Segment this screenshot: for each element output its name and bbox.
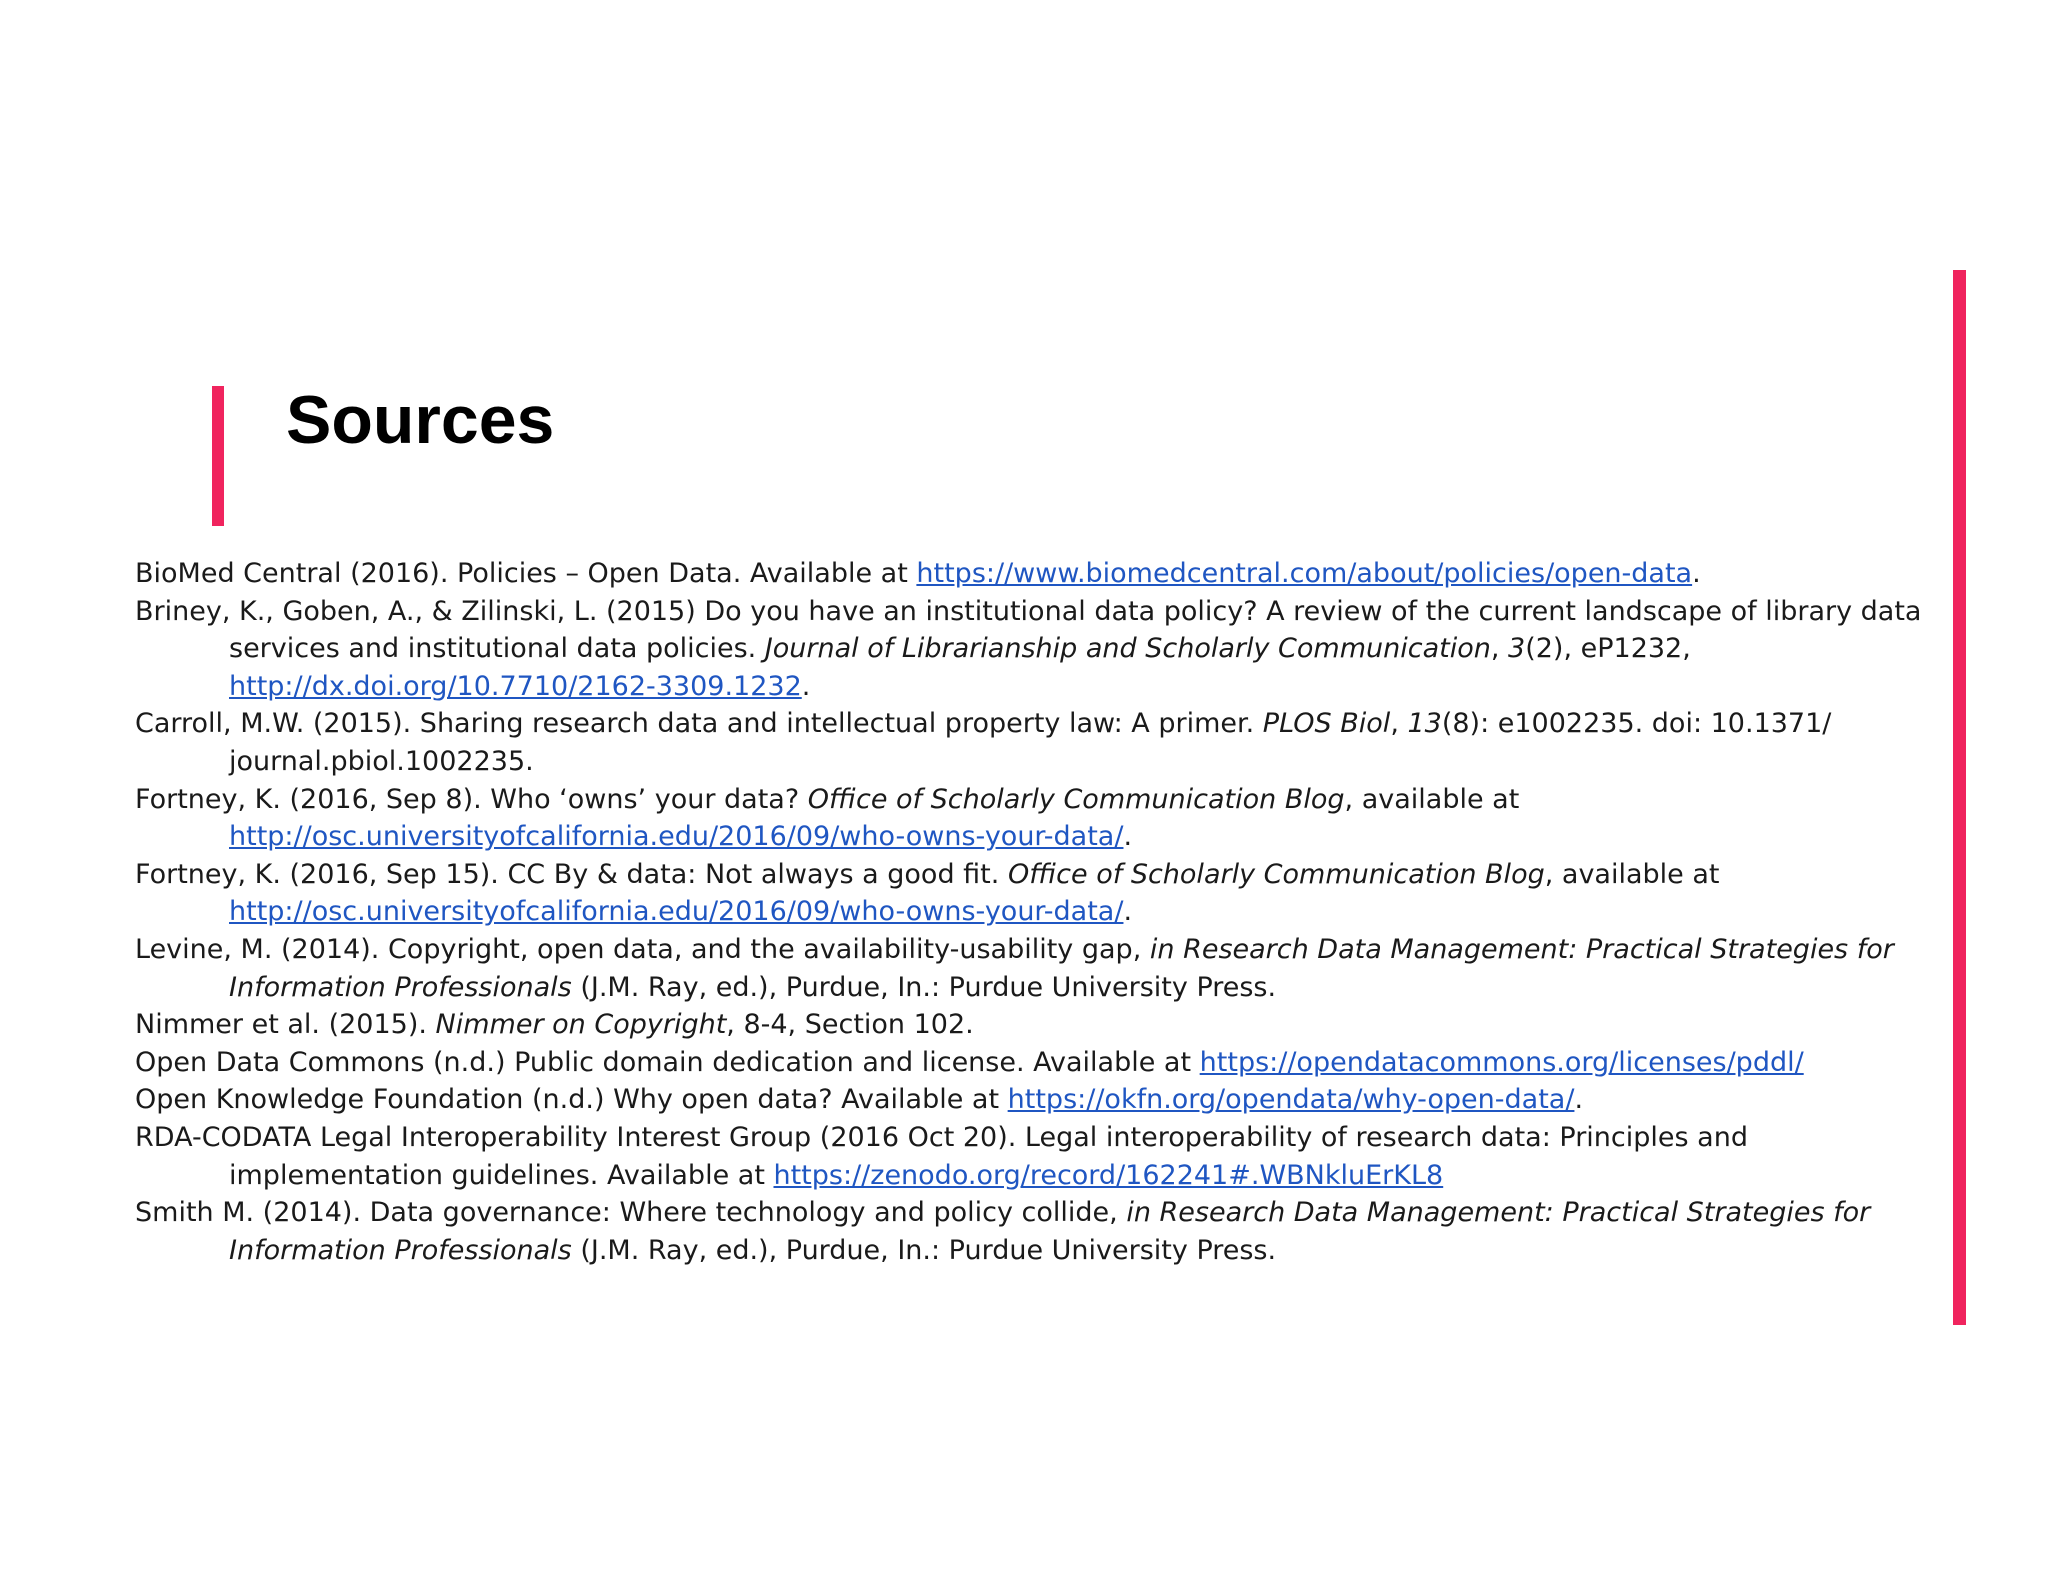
reference-text: Nimmer et al. (2015). <box>135 1009 436 1041</box>
reference-item <box>135 856 1935 931</box>
reference-text: Open Knowledge Foundation (n.d.) Why open data? Available at <box>135 1084 1008 1116</box>
reference-text: , available at <box>1344 783 1520 815</box>
reference-italic-text: in Research Data Management: Practical Strategies for Information Professionals <box>229 1197 1871 1266</box>
reference-text: Open Data Commons (n.d.) Public domain dedication and license. Available at <box>135 1046 1200 1078</box>
reference-text: . <box>1123 896 1133 928</box>
reference-link[interactable]: http://osc.universityofcalifornia.edu/2016/09/who-owns-your-data/ <box>229 821 1124 853</box>
reference-text: (J.M. Ray, ed.), Purdue, In.: Purdue University Press. <box>571 971 1277 1003</box>
reference-text: , <box>1490 633 1509 665</box>
reference-italic-text: PLOS Biol <box>1262 708 1391 740</box>
slide-title: Sources <box>286 382 555 458</box>
reference-text: . <box>1123 821 1133 853</box>
reference-link[interactable]: https://opendatacommons.org/licenses/pddl/ <box>1199 1046 1804 1078</box>
reference-link[interactable]: http://dx.doi.org/10.7710/2162-3309.1232 <box>229 670 802 702</box>
reference-text: , 8-4, Section 102. <box>726 1009 974 1041</box>
reference-italic-text: 3 <box>1508 633 1526 665</box>
right-accent-bar <box>1953 270 1966 1325</box>
reference-italic-text: Office of Scholarly Communication Blog <box>1007 858 1545 890</box>
reference-italic-text: 13 <box>1407 708 1442 740</box>
reference-link[interactable]: https://okfn.org/opendata/why-open-data/ <box>1007 1084 1575 1116</box>
reference-item <box>135 1006 1935 1044</box>
reference-link[interactable]: https://www.biomedcentral.com/about/policies/open-data <box>916 558 1693 589</box>
reference-text: Carroll, M.W. (2015). Sharing research data and intellectual property law: A primer. <box>135 708 1263 740</box>
reference-text: (8): e1002235. doi: 10.1371/ journal.pbiol.1002235. <box>229 708 1832 777</box>
reference-italic-text: in Research Data Management: Practical Strategies for Information Professionals <box>229 933 1894 1003</box>
reference-item <box>135 555 1935 593</box>
reference-item <box>135 1119 1935 1194</box>
reference-item <box>135 705 1935 780</box>
reference-text: . <box>801 670 811 702</box>
reference-item <box>135 593 1935 706</box>
reference-text: Fortney, K. (2016, Sep 8). Who ‘owns’ your data? <box>135 783 808 815</box>
reference-item <box>135 1044 1935 1082</box>
reference-item <box>135 931 1935 1006</box>
reference-italic-text: Journal of Librarianship and Scholarly Communication <box>764 633 1491 665</box>
reference-text: RDA-CODATA Legal Interoperability Interest Group (2016 Oct 20). Legal interoperability of research data: Principles and implementation guidelines. Available at <box>135 1121 1748 1191</box>
reference-link[interactable]: http://osc.universityofcalifornia.edu/2016/09/who-owns-your-data/ <box>229 896 1124 928</box>
reference-link[interactable]: https://zenodo.org/record/162241#.WBNkluErKL8 <box>773 1159 1444 1191</box>
reference-text: Briney, K., Goben, A., & Zilinski, L. (2015) Do you have an institutional data policy? A review of the current landscape of library data services and institutional data policies. <box>135 595 1922 665</box>
reference-item <box>135 781 1935 856</box>
reference-text: . <box>1574 1084 1584 1116</box>
reference-text: Levine, M. (2014). Copyright, open data, and the availability-usability gap, <box>135 933 1150 965</box>
reference-text: . <box>1692 558 1701 589</box>
reference-item <box>135 1194 1935 1269</box>
reference-item <box>135 1081 1935 1119</box>
reference-text: Smith M. (2014). Data governance: Where technology and policy collide, <box>135 1197 1127 1229</box>
reference-text: Fortney, K. (2016, Sep 15). CC By & data: Not always a good fit. <box>135 858 1008 890</box>
reference-text: (J.M. Ray, ed.), Purdue, In.: Purdue University Press. <box>571 1234 1277 1266</box>
reference-italic-text: Nimmer on Copyright <box>435 1009 727 1041</box>
reference-italic-text: Office of Scholarly Communication Blog <box>807 783 1345 815</box>
reference-text: BioMed Central (2016). Policies – Open Data. Available at <box>135 558 917 589</box>
title-accent-bar <box>212 386 224 526</box>
reference-text: , available at <box>1544 858 1720 890</box>
reference-list <box>135 555 1935 1269</box>
reference-text: (2), eP1232, <box>1525 633 1691 665</box>
reference-text: , <box>1390 708 1408 740</box>
